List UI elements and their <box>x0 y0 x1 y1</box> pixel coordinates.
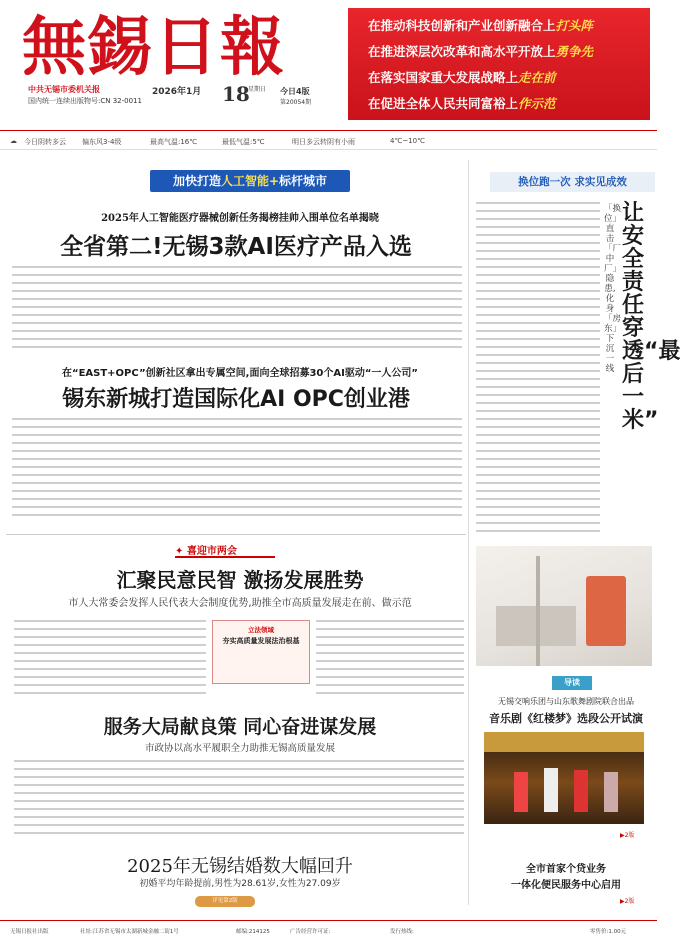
slogan-3: 在落实国家重大发展战略上走在前 <box>368 70 556 85</box>
position-banner: 换位跑一次 求实见成效 <box>490 172 655 192</box>
footer-publisher: 无锡日报社出版 <box>10 929 49 935</box>
slogan-1: 在推动科技创新和产业创新融合上打头阵 <box>368 18 594 33</box>
sessions-headline: 汇聚民意民智 激扬发展胜势 <box>116 568 364 592</box>
legislation-box-title: 立法领域 <box>248 626 274 634</box>
opc-subhead: 在“EAST+OPC”创新社区拿出专属空间,面向全球招募30个AI驱动“一人公司” <box>62 368 418 379</box>
weather-high: 最高气温:16℃ <box>150 138 198 146</box>
factory-photo <box>476 546 652 666</box>
date-block <box>152 84 342 112</box>
more-link[interactable]: 详见第2版 <box>195 896 255 907</box>
guide-item-1-page[interactable]: ▶2版 <box>620 832 635 839</box>
cn-number: 国内统一连续出版物号:CN 32-0011 <box>28 97 142 105</box>
masthead <box>0 0 657 128</box>
marriage-headline: 2025年无锡结婚数大幅回升 <box>127 856 353 877</box>
safety-headline-vertical: 让安全责任穿透“最后一米” <box>622 201 680 433</box>
opc-headline: 锡东新城打造国际化AI OPC创业港 <box>62 387 410 412</box>
cppcc-headline: 服务大局献良策 同心奋进谋发展 <box>103 716 377 738</box>
ai-headline: 全省第二!无锡3款AI医疗产品入选 <box>60 234 412 260</box>
sessions-body-left <box>14 620 206 700</box>
cppcc-body-text <box>14 760 464 840</box>
guide-item-2-title-line2[interactable]: 一体化便民服务中心启用 <box>511 880 621 891</box>
weather-wind: 偏东风3-4级 <box>82 138 122 146</box>
guide-item-2-title-line1[interactable]: 全市首家个贷业务 <box>526 864 606 875</box>
marriage-subhead: 初婚平均年龄提前,男性为28.61岁,女性为27.09岁 <box>139 879 341 889</box>
weather-low: 最低气温:5℃ <box>222 138 265 146</box>
weekday: 星期日 <box>248 86 267 93</box>
slogan-4: 在促进全体人民共同富裕上作示范 <box>368 96 556 111</box>
footer <box>0 920 657 942</box>
footer-hotline: 发行热线: <box>390 929 414 935</box>
cloud-icon: ☁ <box>10 137 17 145</box>
stage-photo <box>484 732 644 824</box>
page-count: 今日4版 <box>280 87 310 96</box>
footer-address: 社址:江苏省无锡市太湖新城金融二街1号 <box>80 929 179 935</box>
date-ym: 2026年1月 <box>152 87 202 97</box>
party-label: 中共无锡市委机关报 <box>28 85 100 94</box>
newspaper-logo: 無錫日報 <box>22 10 286 85</box>
guide-label: 导读 <box>552 676 592 690</box>
legislation-box <box>212 620 310 684</box>
section-divider <box>6 534 466 535</box>
ai-body-text <box>12 266 462 356</box>
guide-item-1-kicker: 无锡交响乐团与山东歌舞剧院联合出品 <box>498 697 634 706</box>
cppcc-subhead: 市政协以高水平履职全力助推无锡高质量发展 <box>144 743 335 754</box>
guide-item-2-page[interactable]: ▶2版 <box>620 898 635 905</box>
slogan-2: 在推进深层次改革和高水平开放上勇争先 <box>368 44 594 59</box>
sessions-body-right <box>316 620 464 700</box>
weather-tomorrow: 明日多云转阴有小雨 <box>292 138 355 146</box>
legislation-box-subtitle: 夯实高质量发展法治根基 <box>222 637 300 645</box>
safety-body-text <box>476 202 600 542</box>
date-day: 18 <box>222 82 250 106</box>
safety-subhead-vertical: 「换位」直击「厂中厂」隐患,化身「房东」下沉一线 <box>604 204 622 374</box>
two-sessions-tag: ✦ 喜迎市两会 <box>175 542 275 558</box>
issue-number: 第20054期 <box>280 99 312 106</box>
opc-body-text <box>12 418 462 528</box>
footer-price: 零售价:1.00元 <box>590 929 627 935</box>
ai-kicker: 2025年人工智能医疗器械创新任务揭榜挂帅入围单位名单揭晓 <box>101 213 379 224</box>
footer-postcode: 邮编:214125 <box>236 929 270 935</box>
weather-tomorrow-range: 4℃~10℃ <box>390 137 425 145</box>
sessions-subhead: 市人大常委会发挥人民代表大会制度优势,助推全市高质量发展走在前、做示范 <box>68 598 412 609</box>
ai-banner: 加快打造人工智能+标杆城市 <box>150 170 350 192</box>
footer-license: 广告经营许可证: <box>290 929 331 935</box>
weather-bar <box>0 130 657 150</box>
guide-item-1-title[interactable]: 音乐剧《红楼梦》选段公开试演 <box>489 712 643 725</box>
column-divider <box>468 160 469 905</box>
slogan-panel <box>348 8 650 120</box>
lantern-icon: ✦ <box>175 546 187 557</box>
weather-today: 今日阴转多云 <box>24 138 66 146</box>
